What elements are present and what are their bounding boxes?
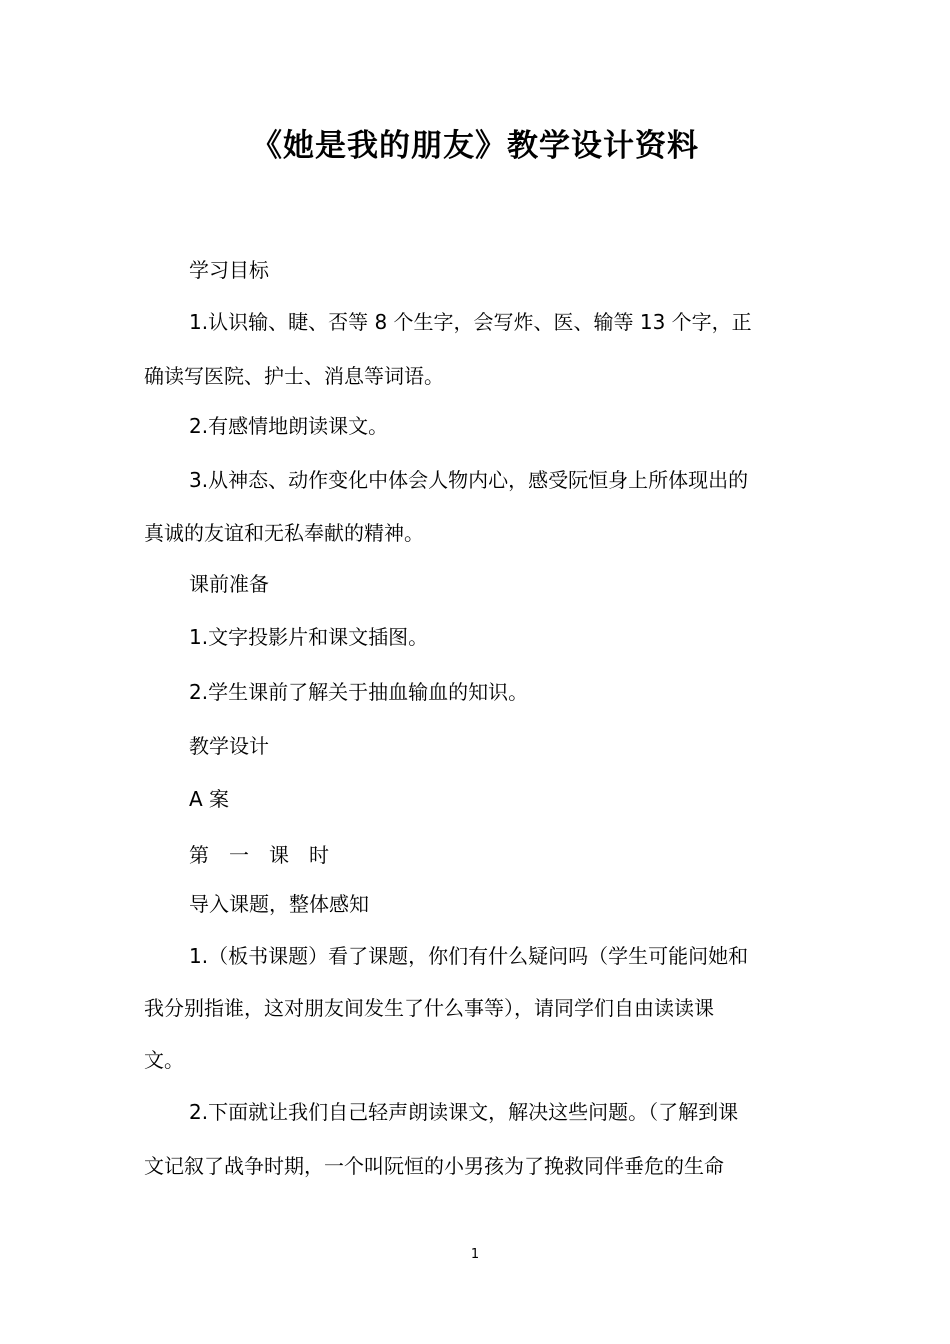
document-title: 《她是我的朋友》教学设计资料 <box>251 128 699 164</box>
paragraph-line: 文记叙了战争时期，一个叫阮恒的小男孩为了挽救同伴垂危的生命 <box>144 1154 724 1178</box>
paragraph-line: 2.有感情地朗读课文。 <box>189 414 389 438</box>
page-number: 1 <box>470 1247 480 1262</box>
heading-plan-a: A 案 <box>189 787 230 811</box>
paragraph-line: 1.认识输、睫、否等 8 个生字，会写炸、医、输等 13 个字，正 <box>189 310 752 334</box>
paragraph-line: 真诚的友谊和无私奉献的精神。 <box>144 521 424 545</box>
paragraph-line: 1.文字投影片和课文插图。 <box>189 625 429 649</box>
paragraph-line: 3.从神态、动作变化中体会人物内心，感受阮恒身上所体现出的 <box>189 468 749 492</box>
paragraph-line: 2.下面就让我们自己轻声朗读课文，解决这些问题。（了解到课 <box>189 1100 739 1124</box>
paragraph-line: 文。 <box>144 1048 184 1072</box>
paragraph-line: 1.（板书课题）看了课题，你们有什么疑问吗（学生可能问她和 <box>189 944 749 968</box>
heading-learning-goals: 学习目标 <box>189 258 269 282</box>
heading-first-lesson: 第 一 课 时 <box>189 843 329 867</box>
paragraph-line: 确读写医院、护士、消息等词语。 <box>144 364 444 388</box>
heading-introduction: 导入课题，整体感知 <box>189 892 369 916</box>
paragraph-line: 我分别指谁，这对朋友间发生了什么事等），请同学们自由读读课 <box>144 996 714 1020</box>
paragraph-line: 2.学生课前了解关于抽血输血的知识。 <box>189 680 529 704</box>
heading-teaching-design: 教学设计 <box>189 734 269 758</box>
heading-preparation: 课前准备 <box>189 572 269 596</box>
